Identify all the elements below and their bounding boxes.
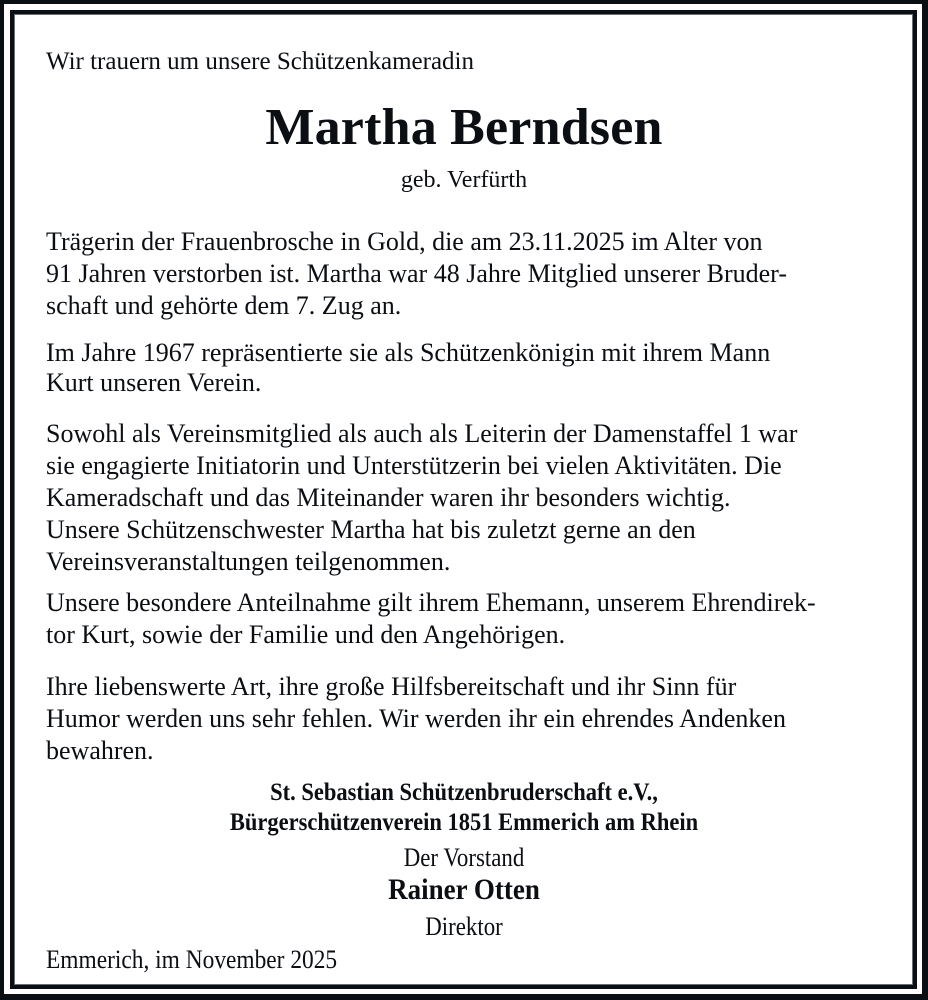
organization-line: Bürgerschützenverein 1851 Emmerich am Rhein	[229, 809, 699, 836]
text-line: Unsere besondere Anteilnahme gilt ihrem Ehemann, unserem Ehrendirek-	[46, 588, 816, 617]
maiden-name: geb. Verfürth	[400, 167, 528, 193]
place-date: Emmerich, im November 2025	[46, 945, 338, 974]
text-line: Ihre liebenswerte Art, ihre große Hilfsbereitschaft und ihr Sinn für	[46, 672, 737, 701]
text-line: tor Kurt, sowie der Familie und den Angehörigen.	[46, 620, 566, 649]
text-line: sie engagierte Initiatorin und Unterstützerin bei vielen Aktivitäten. Die	[46, 451, 782, 480]
intro-line: Wir trauern um unsere Schützenkameradin	[46, 48, 474, 75]
text-line: bewahren.	[46, 736, 154, 765]
signer-name: Rainer Otten	[388, 873, 540, 906]
text-line: Trägerin der Frauenbrosche in Gold, die am 23.11.2025 im Alter von	[46, 227, 763, 256]
text-line: Sowohl als Vereinsmitglied als auch als Leiterin der Damenstaffel 1 war	[46, 419, 798, 448]
text-line: Unsere Schützenschwester Martha hat bis zuletzt gerne an den	[46, 515, 696, 544]
text-line: Humor werden uns sehr fehlen. Wir werden ihr ein ehrendes Andenken	[46, 704, 786, 733]
organization-line: St. Sebastian Schützenbruderschaft e.V.,	[270, 779, 658, 806]
text-line: schaft und gehörte dem 7. Zug an.	[46, 291, 402, 320]
text-line: 91 Jahren verstorben ist. Martha war 48 Jahre Mitglied unserer Bruder-	[46, 259, 787, 288]
text-line: Kurt unseren Verein.	[46, 368, 262, 397]
text-line: Kameradschaft und das Miteinander waren ihr besonders wichtig.	[46, 483, 731, 512]
text-line: Im Jahre 1967 repräsentierte sie als Schützenkönigin mit ihrem Mann	[46, 338, 771, 367]
deceased-name: Martha Berndsen	[265, 99, 663, 156]
signer-title: Direktor	[425, 912, 503, 941]
text-line: Vereinsveranstaltungen teilgenommen.	[46, 547, 451, 576]
board-label: Der Vorstand	[403, 843, 525, 872]
